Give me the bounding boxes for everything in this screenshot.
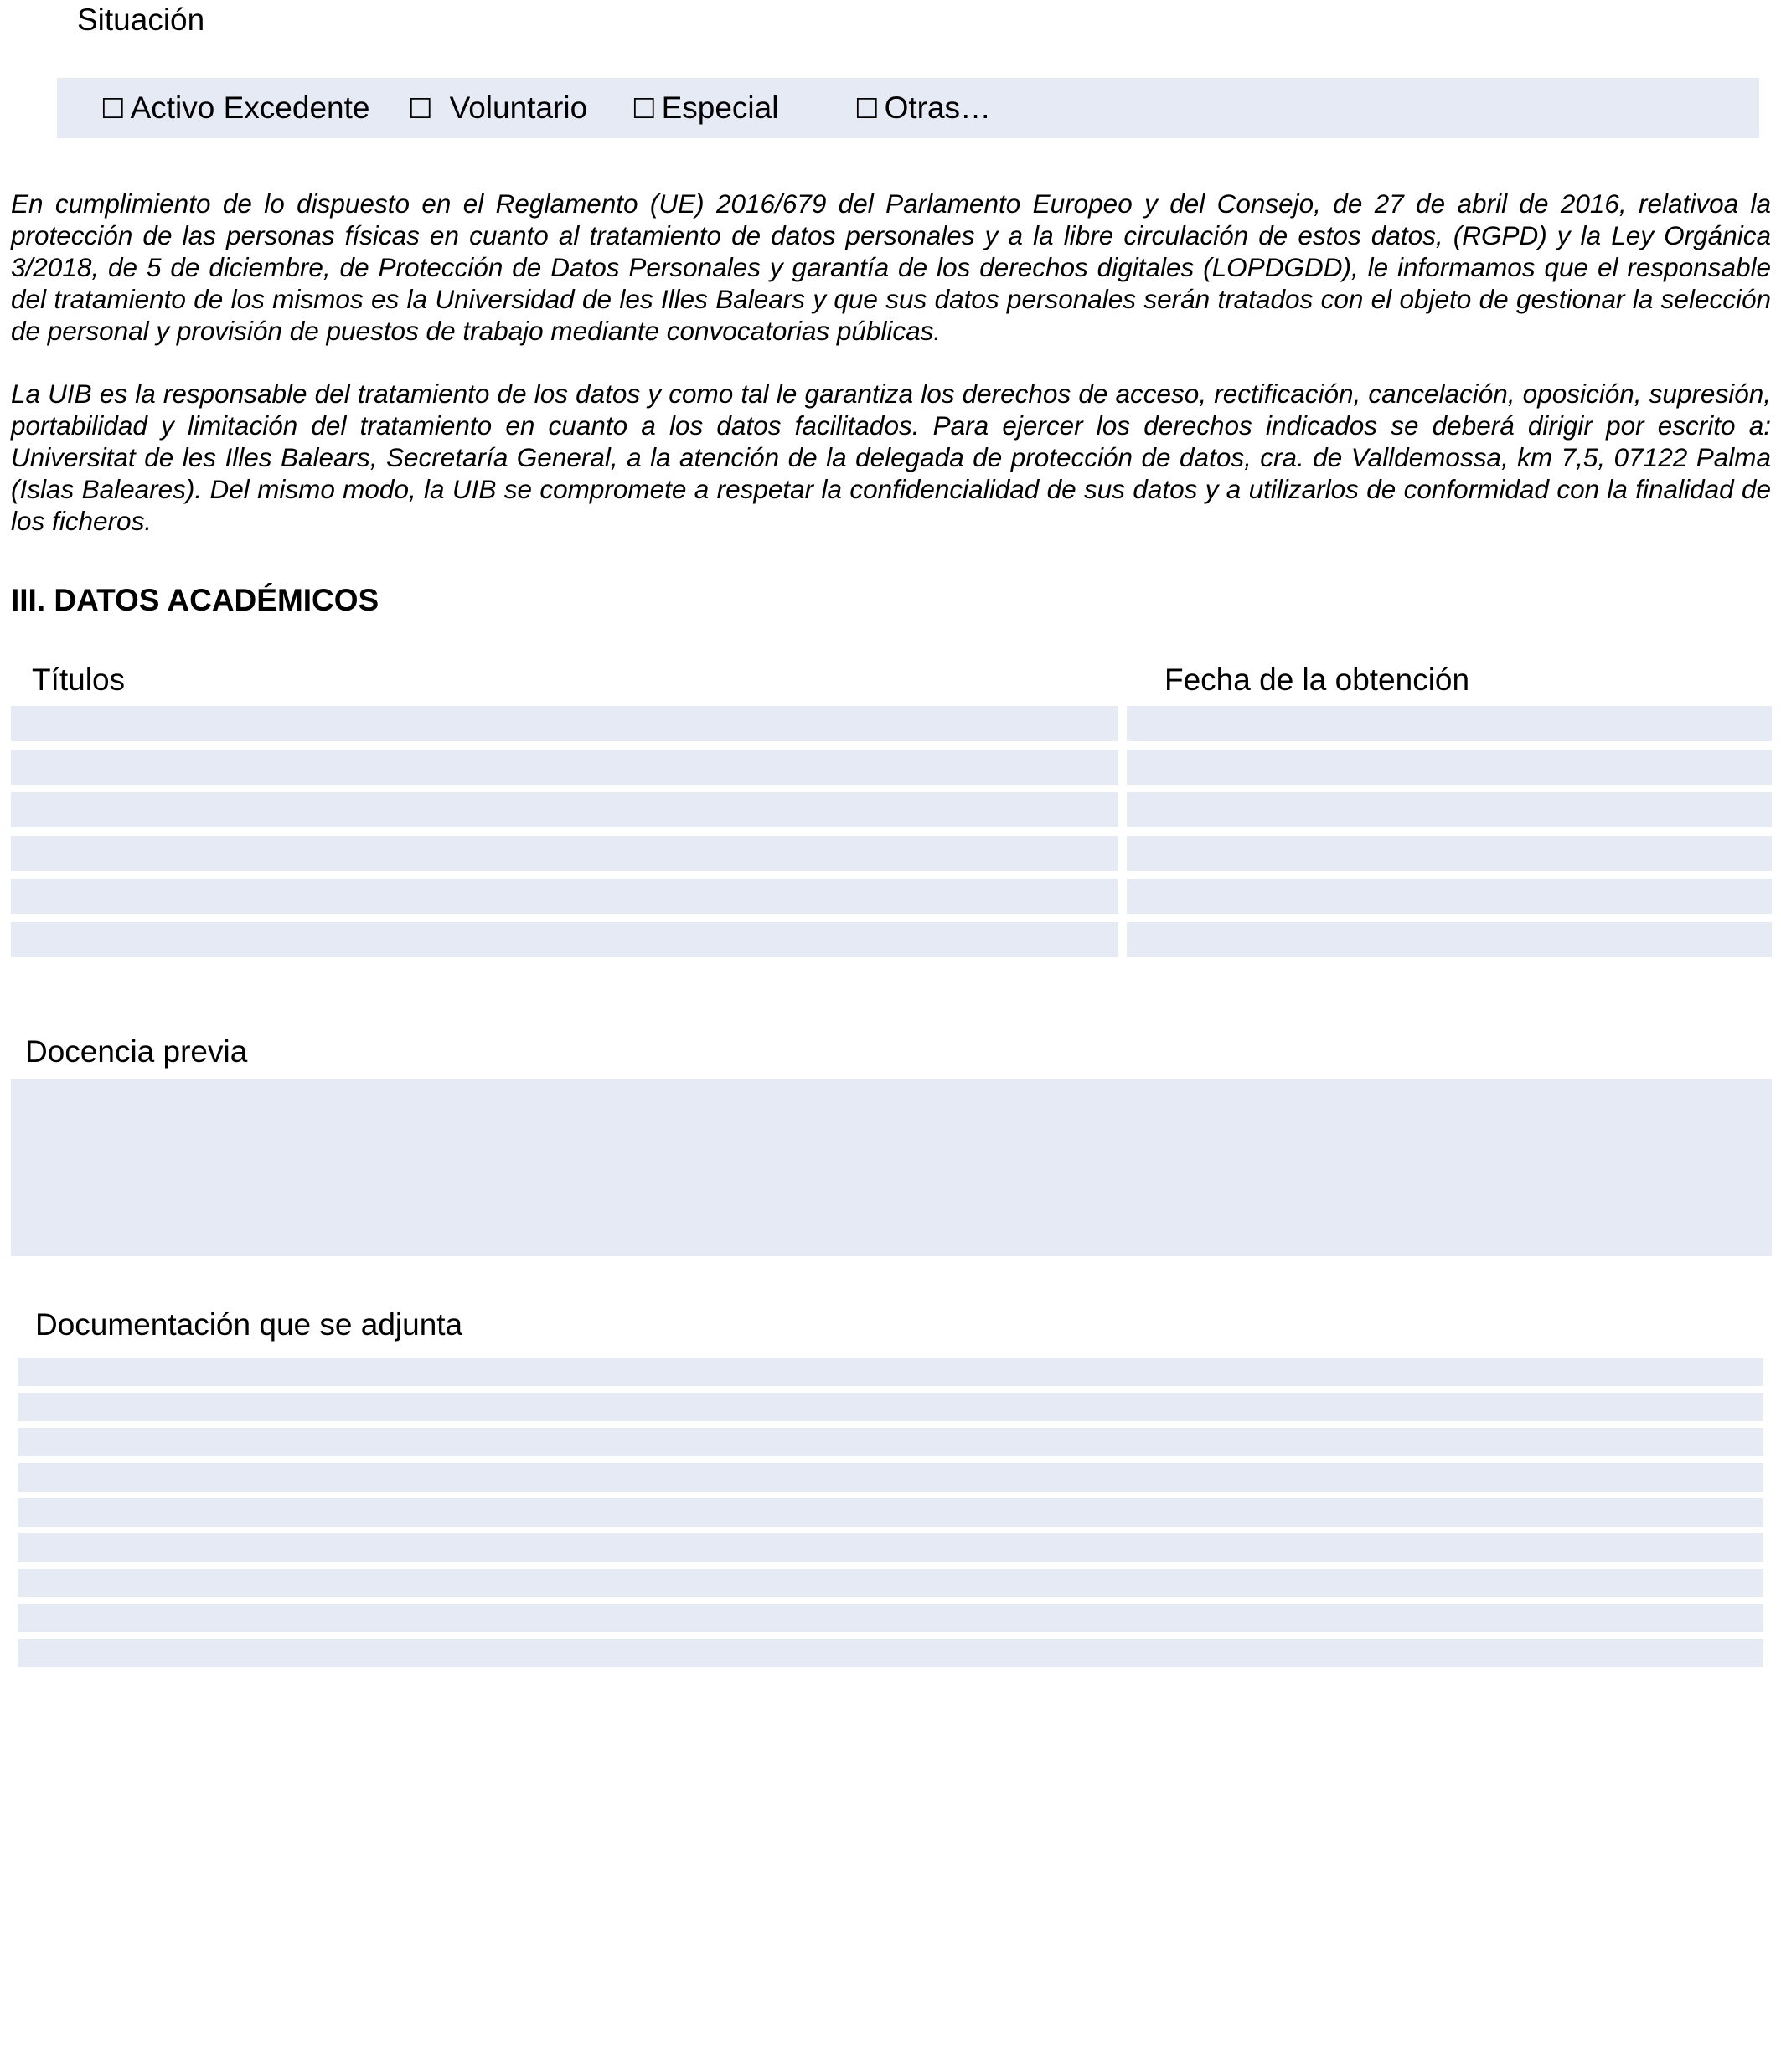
data-protection-paragraph-1: En cumplimiento de lo dispuesto en el Reglamento (UE) 2016/679 del Parlamento Europeo y del Consejo, de 27 de abril de 2016, relativoa la protección de las personas físicas en cuanto al tratamiento de datos personales y a la libre circulación de estos datos, (RGPD) y la Ley Orgánica 3/2018, de 5 de diciembre, de Protección de Datos Personales y garantía de los derechos digitales (LOPDGDD), le informamos que el responsable del tratamiento de los mismos es la Universidad de les Illes Balears y que sus datos personales serán tratados con el objeto de gestionar la selección de personal y provisión de puestos de trabajo mediante convocatorias públicas. (11, 188, 1771, 346)
option-activo-excedente[interactable] (101, 86, 369, 131)
checkbox-icon[interactable]: ☐ (408, 93, 433, 124)
documentacion-field-1[interactable] (18, 1358, 1763, 1386)
fecha-field-3[interactable] (1127, 792, 1772, 827)
option-label: Especial (661, 90, 779, 125)
titulos-label: Títulos (32, 662, 126, 697)
option-label: Activo Excedente (130, 90, 370, 125)
checkbox-icon[interactable]: ☐ (101, 93, 126, 124)
checkbox-icon[interactable]: ☐ (632, 93, 657, 124)
option-otras[interactable] (854, 86, 991, 131)
titulo-field-3[interactable] (11, 792, 1118, 827)
fecha-field-4[interactable] (1127, 836, 1772, 871)
docencia-previa-label: Docencia previa (25, 1034, 248, 1069)
documentacion-field-3[interactable] (18, 1428, 1763, 1456)
docencia-previa-field[interactable] (11, 1079, 1772, 1256)
situacion-label: Situación (77, 3, 205, 37)
fecha-field-5[interactable] (1127, 879, 1772, 914)
titulo-field-4[interactable] (11, 836, 1118, 871)
option-label: Otras… (884, 90, 992, 125)
documentacion-label: Documentación que se adjunta (35, 1307, 463, 1342)
documentacion-field-5[interactable] (18, 1498, 1763, 1527)
documentacion-field-6[interactable] (18, 1533, 1763, 1562)
checkbox-icon[interactable]: ☐ (854, 93, 880, 124)
fecha-obtencion-label: Fecha de la obtención (1164, 662, 1470, 697)
fecha-field-1[interactable] (1127, 706, 1772, 741)
section-heading-datos-academicos: III. DATOS ACADÉMICOS (11, 583, 379, 617)
documentacion-field-8[interactable] (18, 1604, 1763, 1632)
fecha-field-2[interactable] (1127, 750, 1772, 785)
documentacion-field-7[interactable] (18, 1569, 1763, 1597)
documentacion-field-9[interactable] (18, 1639, 1763, 1667)
option-voluntario[interactable] (408, 86, 587, 131)
titulo-field-1[interactable] (11, 706, 1118, 741)
fecha-field-6[interactable] (1127, 922, 1772, 957)
data-protection-paragraph-2: La UIB es la responsable del tratamiento de los datos y como tal le garantiza los derechos de acceso, rectificación, cancelación, oposición, supresión, portabilidad y limitación del tratamiento en cuanto a los datos facilitados. Para ejercer los derechos indicados se deberá dirigir por escrito a: Universitat de les Illes Balears, Secretaría General, a la atención de la delegada de protección de datos, cra. de Valldemossa, km 7,5, 07122 Palma (Islas Baleares). Del mismo modo, la UIB se compromete a respetar la confidencialidad de sus datos y a utilizarlos de conformidad con la finalidad de los ficheros. (11, 379, 1771, 536)
titulo-field-5[interactable] (11, 879, 1118, 914)
titulo-field-2[interactable] (11, 750, 1118, 785)
documentacion-field-2[interactable] (18, 1393, 1763, 1421)
option-label: Voluntario (449, 90, 588, 125)
documentacion-field-4[interactable] (18, 1463, 1763, 1492)
option-especial[interactable] (632, 86, 778, 131)
titulo-field-6[interactable] (11, 922, 1118, 957)
